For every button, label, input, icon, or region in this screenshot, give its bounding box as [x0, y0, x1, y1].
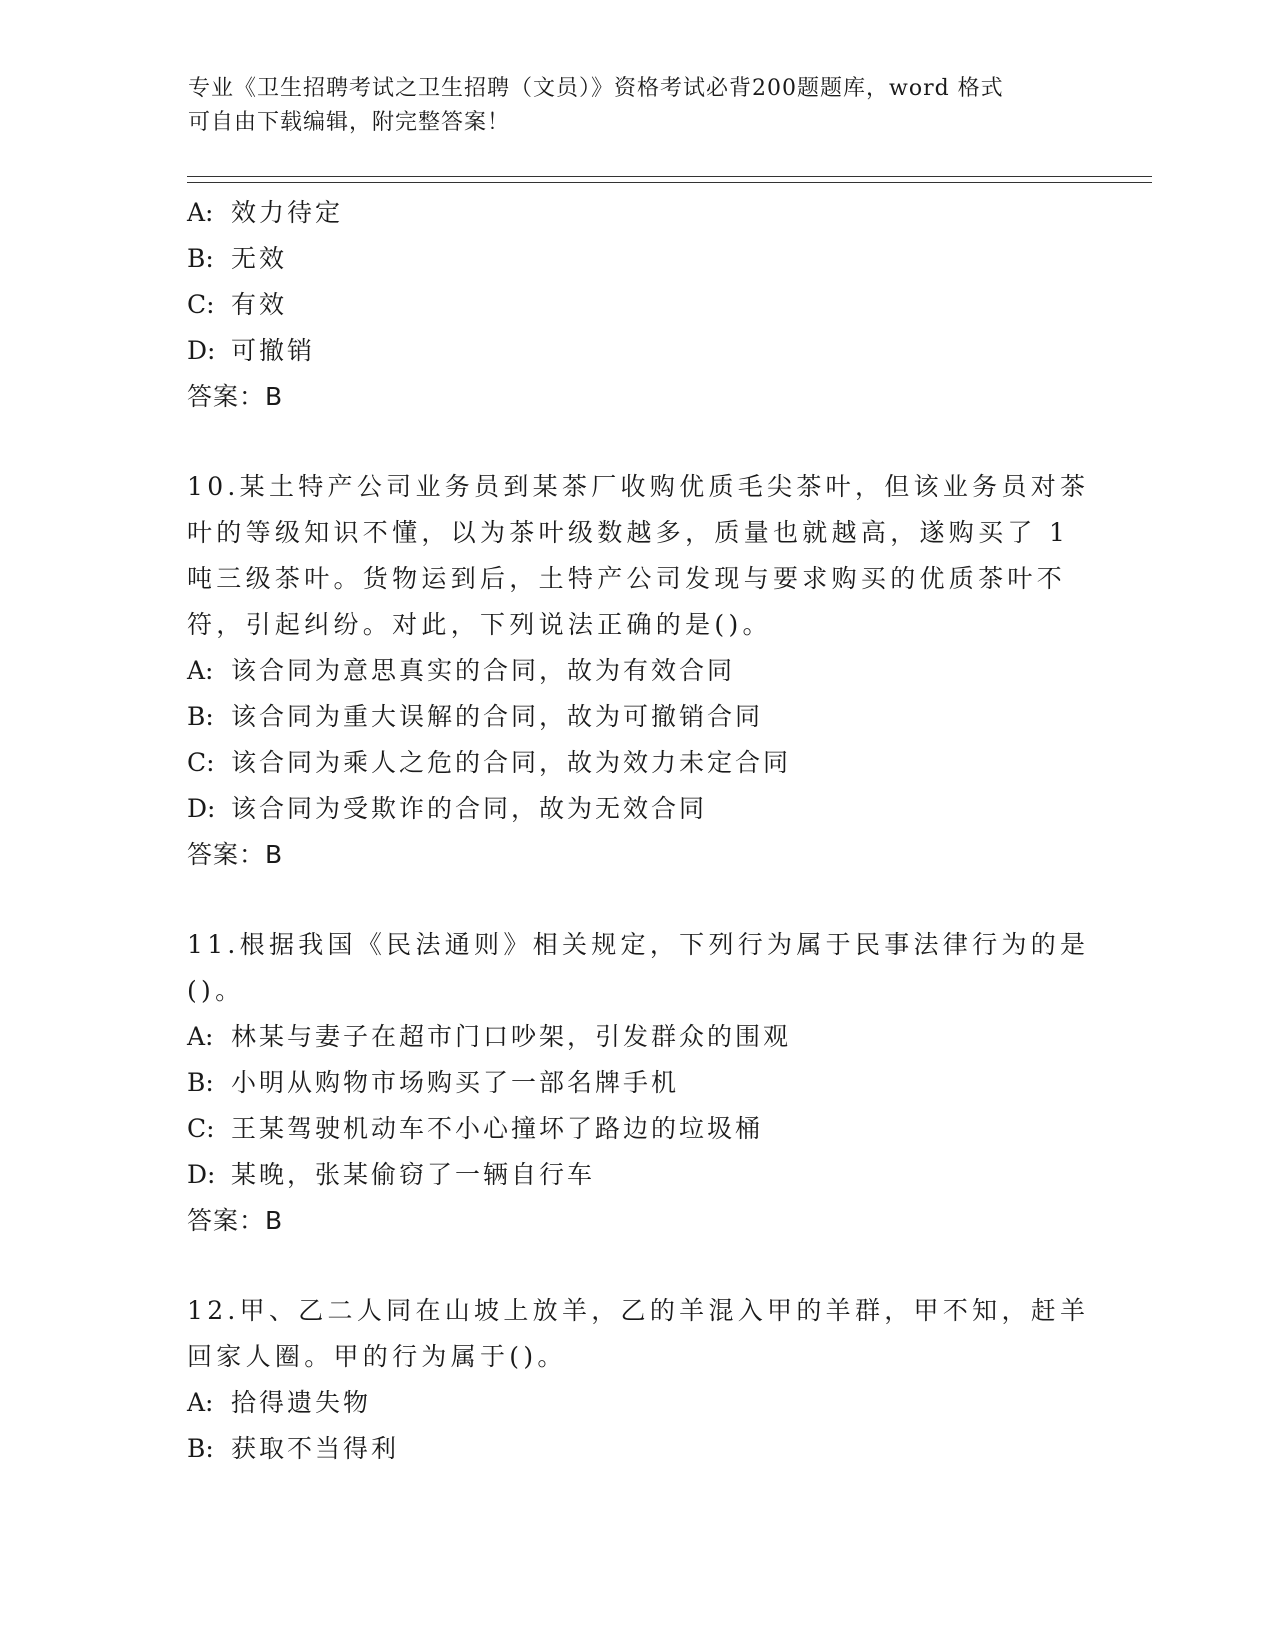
option-letter: C:: [187, 1114, 215, 1143]
option-letter: A:: [187, 1388, 214, 1417]
spacer: [187, 420, 1087, 464]
option-text: 该合同为重大误解的合同，故为可撤销合同: [231, 702, 764, 731]
question-9: [187, 190, 1087, 420]
question-text-line: 12.甲、乙二人同在山坡上放羊，乙的羊混入甲的羊群，甲不知，赶羊: [187, 1296, 1090, 1325]
option-a: [187, 648, 1087, 694]
question-text-line: 吨三级茶叶。货物运到后，土特产公司发现与要求购买的优质茶叶不: [187, 564, 1067, 593]
option-c: [187, 1106, 1087, 1152]
question-10: [187, 464, 1090, 878]
option-text: 该合同为乘人之危的合同，故为效力未定合同: [231, 748, 792, 777]
option-text: 林某与妻子在超市门口吵架，引发群众的围观: [231, 1022, 792, 1051]
question-text-line: ()。: [187, 976, 245, 1005]
option-c: [187, 740, 1087, 786]
option-letter: D:: [187, 336, 216, 365]
question-text-line: 11.根据我国《民法通则》相关规定，下列行为属于民事法律行为的是: [187, 930, 1090, 959]
question-list: [187, 190, 1090, 1472]
option-text: 该合同为意思真实的合同，故为有效合同: [231, 656, 736, 685]
option-letter: D:: [187, 794, 216, 823]
option-letter: C:: [187, 290, 215, 319]
spacer: [187, 878, 1087, 922]
option-letter: A:: [187, 656, 214, 685]
option-a: [187, 1014, 1087, 1060]
option-letter: B:: [187, 244, 214, 273]
header-line-2: 可自由下载编辑，附完整答案！: [188, 110, 511, 135]
option-d: [187, 786, 1087, 832]
option-text: 该合同为受欺诈的合同，故为无效合同: [231, 794, 708, 823]
option-text: 获取不当得利: [231, 1434, 400, 1463]
option-letter: B:: [187, 1434, 214, 1463]
option-a: [187, 1380, 1087, 1426]
option-letter: B:: [187, 1068, 214, 1097]
question-text-line: 10.某土特产公司业务员到某茶厂收购优质毛尖茶叶，但该业务员对茶: [187, 472, 1090, 501]
option-text: 小明从购物市场购买了一部名牌手机: [231, 1068, 680, 1097]
option-text: 王某驾驶机动车不小心撞坏了路边的垃圾桶: [231, 1114, 764, 1143]
question-text-line: 回家人圈。甲的行为属于()。: [187, 1342, 567, 1371]
option-text: 某晚，张某偷窃了一辆自行车: [231, 1160, 596, 1189]
option-d: [187, 1152, 1087, 1198]
option-c: [187, 282, 1087, 328]
answer-line: 答案：B: [187, 1206, 284, 1235]
option-b: [187, 1426, 1087, 1472]
header-divider-bottom: [187, 182, 1152, 183]
option-letter: C:: [187, 748, 215, 777]
question-text-line: 符，引起纠纷。对此，下列说法正确的是()。: [187, 610, 772, 639]
option-a: [187, 190, 1087, 236]
option-d: [187, 328, 1087, 374]
option-text: 有效: [231, 290, 288, 319]
header-line-1: 专业《卫生招聘考试之卫生招聘（文员）》资格考试必背200题题库，word 格式: [188, 76, 1004, 101]
spacer: [187, 1244, 1087, 1288]
option-text: 可撤销: [231, 336, 316, 365]
option-letter: A:: [187, 198, 214, 227]
page-header: [188, 72, 1068, 140]
option-letter: D:: [187, 1160, 216, 1189]
option-letter: B:: [187, 702, 214, 731]
option-text: 无效: [231, 244, 288, 273]
option-b: [187, 236, 1087, 282]
question-11: [187, 922, 1090, 1244]
option-b: [187, 694, 1087, 740]
answer-line: 答案：B: [187, 382, 284, 411]
answer-line: 答案：B: [187, 840, 284, 869]
header-divider-top: [187, 176, 1152, 177]
option-letter: A:: [187, 1022, 214, 1051]
option-b: [187, 1060, 1087, 1106]
option-text: 效力待定: [231, 198, 344, 227]
question-12: [187, 1288, 1090, 1472]
question-text-line: 叶的等级知识不懂，以为茶叶级数越多，质量也就越高，遂购买了 1: [187, 518, 1070, 547]
option-text: 拾得遗失物: [231, 1388, 372, 1417]
